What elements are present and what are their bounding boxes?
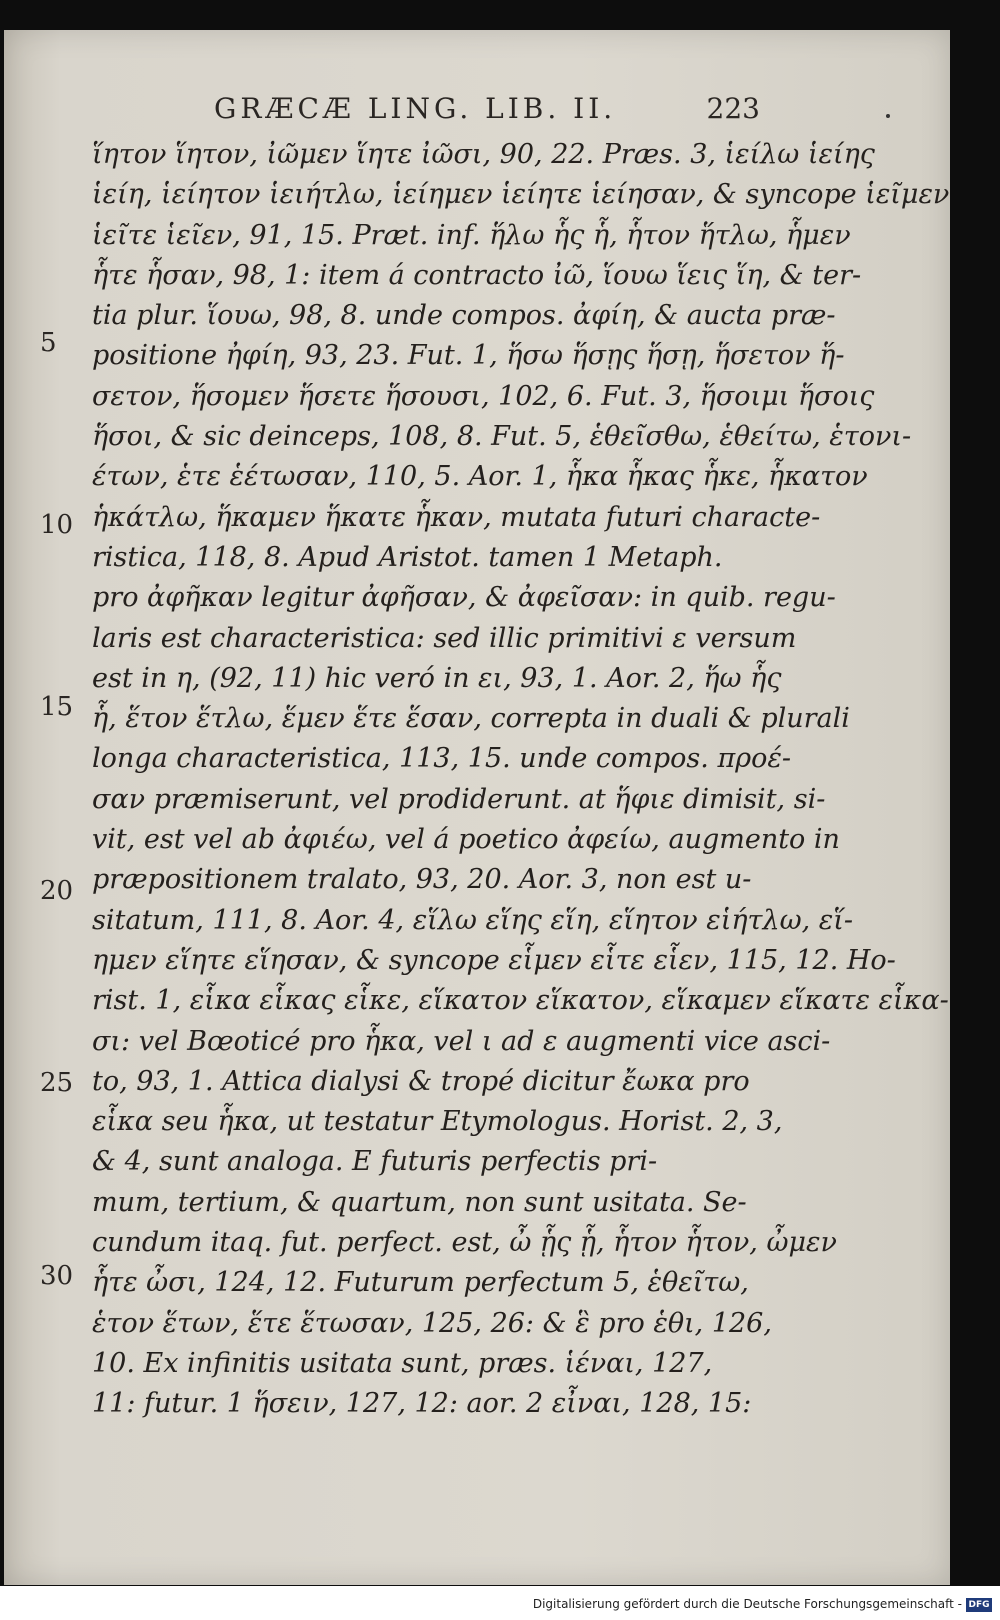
- text-line: cundum itaq. fut. perfect. est, ὦ ᾗς ᾗ, ἧτον ἧτον, ὦμεν: [92, 1227, 837, 1259]
- text-line: ἵητον ἵητον, ἰῶμεν ἵητε ἰῶσι, 90, 22. Præs. 3, ἱείλω ἱείης: [92, 139, 875, 170]
- text-line: σαν præmiserunt, vel prodiderunt. at ἥφιε dimisit, si-: [92, 783, 826, 815]
- text-line: præpositionem tralato, 93, 20. Aor. 3, non est u-: [92, 864, 752, 896]
- text-line: ἱείη, ἱείητον ἱειήτλω, ἱείημεν ἱείητε ἱείησαν, & syncope ἱεῖμεν: [92, 179, 950, 211]
- text-line: sitatum, 111, 8. Aor. 4, εἵλω εἵης εἵη, εἵητον εἱήτλω, εἵ-: [92, 904, 853, 936]
- text-line: ἱεῖτε ἱεῖεν, 91, 15. Præt. inf. ἥλω ἧς ἧ, ἧτον ἥτλω, ἧμεν: [92, 219, 851, 251]
- text-line: 10. Ex infinitis usitata sunt, præs. ἱέναι, 127,: [92, 1347, 713, 1379]
- text-line: ristica, 118, 8. Apud Aristot. tamen 1 Metaph.: [92, 541, 723, 573]
- line-number-10: 10: [40, 510, 74, 540]
- page-number: 223: [706, 92, 760, 125]
- text-line: est in η, (92, 11) hic veró in ει, 93, 1. Aor. 2, ἥω ἧς: [92, 662, 782, 694]
- body-text: [92, 135, 950, 1425]
- text-line: 11: futur. 1 ἥσειν, 127, 12: aor. 2 εἶναι, 128, 15:: [92, 1388, 752, 1420]
- line-number-25: 25: [40, 1068, 74, 1098]
- funding-credit: Digitalisierung gefördert durch die Deutsche Forschungsgemeinschaft -: [532, 1597, 962, 1611]
- text-line: σετον, ἥσομεν ἥσετε ἥσουσι, 102, 6. Fut. 3, ἥσοιμι ἥσοις: [92, 380, 875, 412]
- text-line: laris est characteristica: sed illic primitivi ε versum: [92, 622, 797, 654]
- text-line: rist. 1, εἷκα εἷκας εἷκε, εἵκατον εἵκατον, εἵκαμεν εἵκατε εἷκα-: [92, 985, 949, 1017]
- text-line: ἧτε ὦσι, 124, 12. Futurum perfectum 5, ἑθεῖτω,: [92, 1267, 749, 1299]
- text-line: ἧ, ἕτον ἕτλω, ἕμεν ἕτε ἕσαν, correpta in duali & plurali: [92, 703, 850, 735]
- running-head: GRÆCÆ LING. LIB. II.: [214, 92, 617, 125]
- text-line: σι: vel Bœoticé pro ἧκα, vel ι ad ε augmenti vice asci-: [92, 1025, 831, 1057]
- text-line: pro ἀφῆκαν legitur ἀφῆσαν, & ἀφεῖσαν: in quib. regu-: [92, 582, 836, 614]
- text-line: ἡκάτλω, ἥκαμεν ἥκατε ἧκαν, mutata futuri characte-: [92, 501, 821, 533]
- line-number-5: 5: [40, 328, 57, 358]
- text-line: ἧτε ἧσαν, 98, 1: item á contracto ἰῶ, ἵουω ἵεις ἵη, & ter-: [92, 259, 862, 291]
- book-page: [4, 30, 950, 1585]
- text-line: vit, est vel ab ἀφιέω, vel á poetico ἀφείω, augmento in: [92, 824, 840, 856]
- text-line: & 4, sunt analoga. E futuris perfectis pri-: [92, 1146, 658, 1178]
- dfg-logo: DFG: [966, 1598, 992, 1612]
- text-line: ἑτον ἕτων, ἕτε ἕτωσαν, 125, 26: & ἓ pro ἑθι, 126,: [92, 1307, 772, 1339]
- text-line: positione ἠφίη, 93, 23. Fut. 1, ἥσω ἥσῃς ἥσῃ, ἥσετον ἥ-: [92, 340, 845, 372]
- text-line: longa characteristica, 113, 15. unde compos. προέ-: [92, 743, 791, 775]
- ink-dot: [886, 114, 890, 118]
- text-line: mum, tertium, & quartum, non sunt usitata. Se-: [92, 1186, 747, 1218]
- text-line: ημεν εἵητε εἵησαν, & syncope εἷμεν εἷτε εἷεν, 115, 12. Ho-: [92, 944, 896, 976]
- text-line: έτων, ἑτε ἑέτωσαν, 110, 5. Aor. 1, ἧκα ἧκας ἧκε, ἧκατον: [92, 461, 868, 493]
- text-line: to, 93, 1. Attica dialysi & tropé dicitur ἔωκα pro: [92, 1065, 750, 1097]
- line-number-20: 20: [40, 876, 74, 906]
- line-number-15: 15: [40, 692, 74, 722]
- text-line: ἥσοι, & sic deinceps, 108, 8. Fut. 5, ἑθεῖσθω, ἑθείτω, ἑτονι-: [92, 421, 912, 453]
- text-line: tia plur. ἵουω, 98, 8. unde compos. ἀφίη, & aucta præ-: [92, 300, 836, 332]
- footer-bar: [0, 1586, 1000, 1620]
- line-number-30: 30: [40, 1261, 74, 1291]
- text-line: εἷκα seu ἧκα, ut testatur Etymologus. Horist. 2, 3,: [92, 1106, 783, 1138]
